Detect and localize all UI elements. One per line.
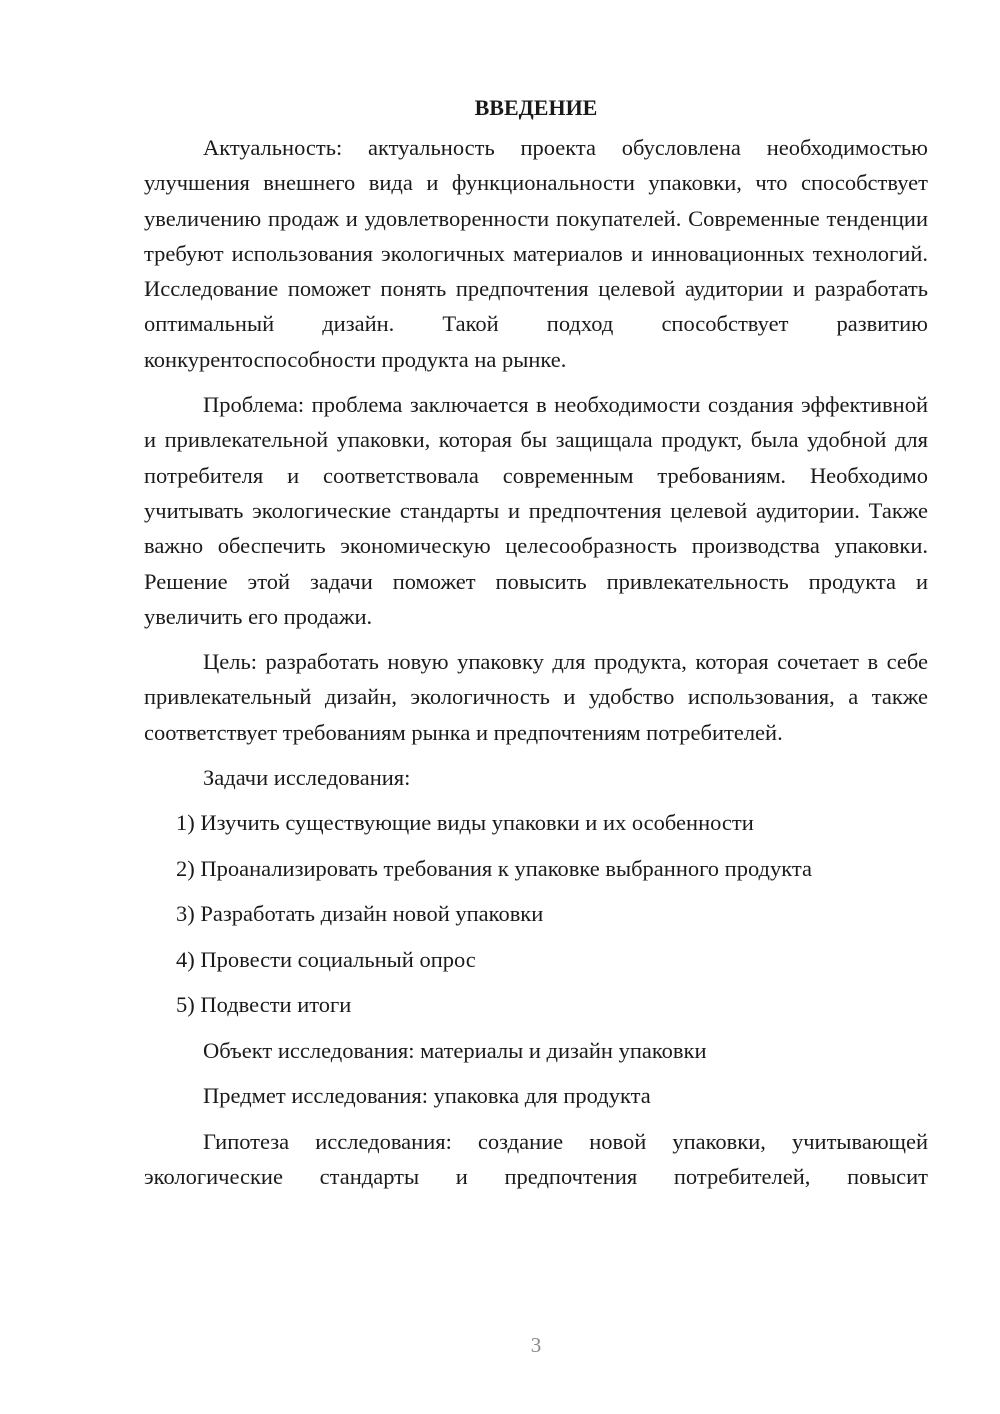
research-subject: Предмет исследования: упаковка для продукта — [203, 1083, 651, 1109]
page-number: 3 — [530, 1333, 542, 1357]
goal-paragraph: Цель: разработать новую упаковку для продукта, которая сочетает в себе привлекательный дизайн, экологичность и удобство использования, а также соответствует требованиям рынка и предпочтениям потребителей. — [144, 649, 928, 745]
document-page — [144, 90, 928, 1204]
list-item: 4) Провести социальный опрос — [176, 946, 476, 972]
page-title: ВВЕДЕНИЕ — [474, 95, 598, 120]
tasks-heading: Задачи исследования: — [203, 765, 411, 791]
research-object: Объект исследования: материалы и дизайн упаковки — [203, 1037, 707, 1063]
relevance-paragraph: Актуальность: актуальность проекта обусловлена необходимостью улучшения внешнего вида и функциональности упаковки, что способствует увеличению продаж и удовлетворенности покупателей. Современные тенденции требуют использования экологичных материалов и инновационных технологий. Исследование поможет понять предпочтения целевой аудитории и разработать оптимальный дизайн. Такой подход способствует развитию конкурентоспособности продукта на рынке. — [144, 135, 928, 372]
list-item: 2) Проанализировать требования к упаковке выбранного продукта — [176, 855, 812, 881]
list-item: 3) Разработать дизайн новой упаковки — [176, 901, 544, 927]
tasks-list — [144, 805, 928, 1022]
list-item: 5) Подвести итоги — [176, 992, 352, 1018]
list-item: 1) Изучить существующие виды упаковки и их особенности — [176, 810, 754, 836]
hypothesis-paragraph: Гипотеза исследования: создание новой упаковки, учитывающей экологические стандарты и предпочтения потребителей, повысит — [144, 1128, 928, 1189]
problem-paragraph: Проблема: проблема заключается в необходимости создания эффективной и привлекательной упаковки, которая бы защищала продукт, была удобной для потребителя и соответствовала современным требованиям. Необходимо учитывать экологические стандарты и предпочтения целевой аудитории. Также важно обеспечить экономическую целесообразность производства упаковки. Решение этой задачи поможет повысить привлекательность продукта и увеличить его продажи. — [144, 392, 928, 629]
